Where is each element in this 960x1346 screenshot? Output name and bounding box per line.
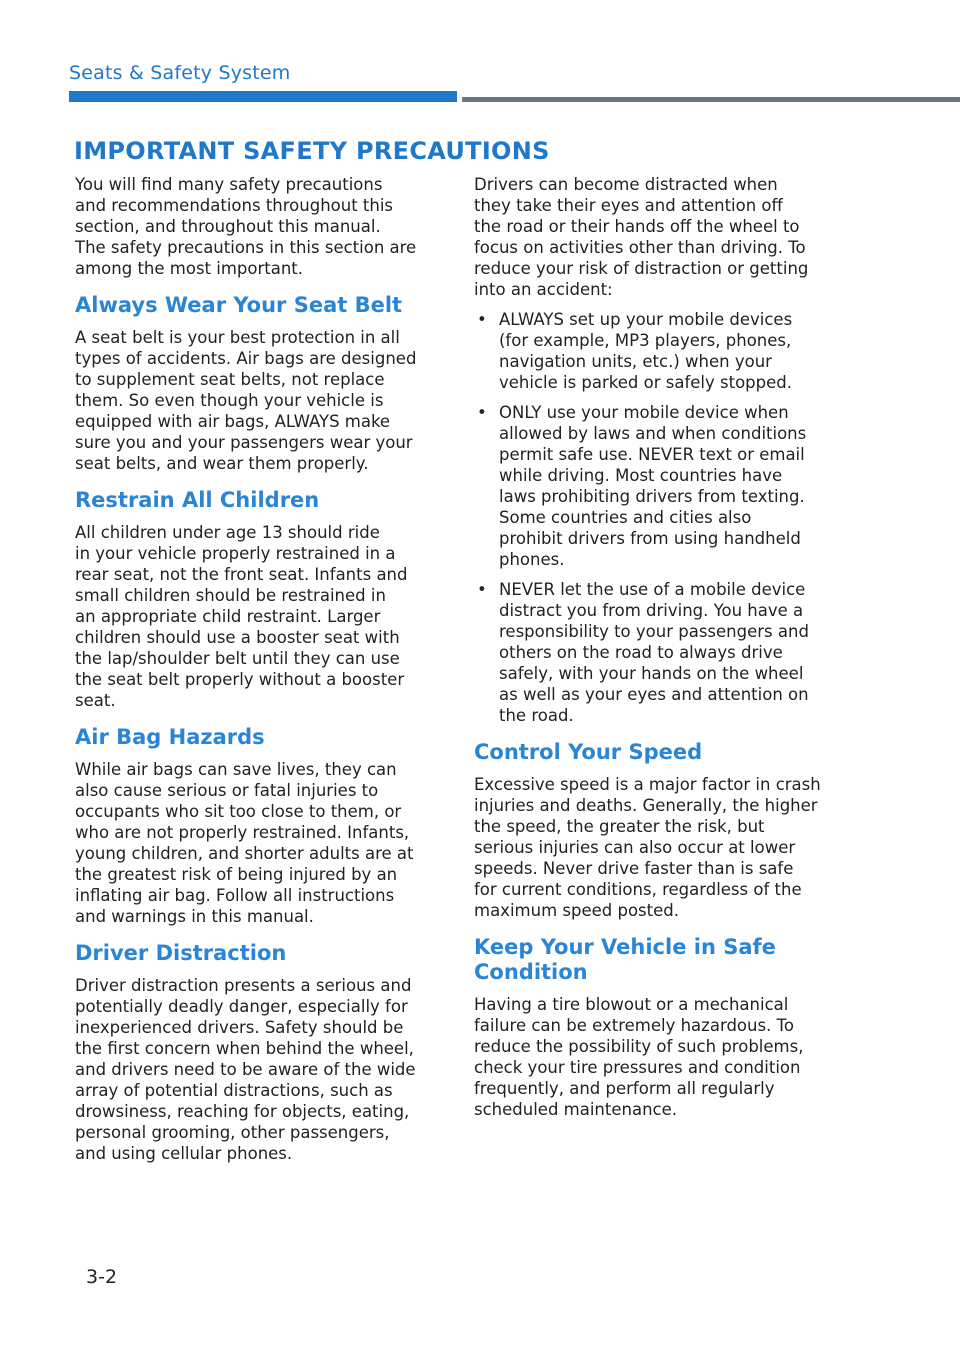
air-bag-paragraph: While air bags can save lives, they can also cause serious or fatal injuries to occupants who sit too close to them, or who are not properly restrained. Infants, young children, and shorter adults are at the greatest risk of being injured by an inflating air bag. Follow all instructions and warnings in this manual.	[75, 760, 414, 926]
intro-paragraph: You will find many safety precautions and recommendations throughout this section, and throughout this manual. The safety precautions in this section are among the most important.	[75, 175, 417, 278]
bullet-icon: •	[477, 580, 487, 599]
speed-heading: Control Your Speed	[474, 740, 703, 764]
left-column	[75, 174, 440, 1164]
header-bar-gray	[462, 97, 960, 102]
condition-heading: Keep Your Vehicle in Safe Condition	[474, 935, 776, 984]
children-heading: Restrain All Children	[75, 488, 320, 512]
seat-belt-heading: Always Wear Your Seat Belt	[75, 293, 403, 317]
air-bag-heading: Air Bag Hazards	[75, 725, 265, 749]
section-title: Seats & Safety System	[69, 62, 291, 84]
condition-paragraph: Having a tire blowout or a mechanical failure can be extremely hazardous. To reduce the possibility of such problems, check your tire pressures and condition frequently, and perform all regularly scheduled maintenance.	[474, 995, 804, 1119]
right-column	[474, 174, 839, 1120]
bullet-icon: •	[477, 310, 487, 329]
distraction-paragraph: Driver distraction presents a serious and potentially deadly danger, especially for inexperienced drivers. Safety should be the first concern when behind the wheel, and drivers need to be aware of the wide array of potential distractions, such as drowsiness, reaching for objects, eating, personal grooming, other passengers, and using cellular phones.	[75, 976, 416, 1163]
list-item: • NEVER let the use of a mobile device distract you from driving. You have a responsibility to your passengers and others on the road to always drive safely, with your hands on the wheel as well as your eyes and attention on the road.	[477, 580, 809, 725]
bullet-icon: •	[477, 403, 487, 422]
list-item: • ALWAYS set up your mobile devices (for example, MP3 players, phones, navigation units, etc.) when your vehicle is parked or safely stopped.	[477, 310, 793, 392]
seat-belt-paragraph: A seat belt is your best protection in all types of accidents. Air bags are designed to supplement seat belts, not replace them. So even though your vehicle is equipped with air bags, ALWAYS make sure you and your passengers wear your seat belts, and wear them properly.	[75, 328, 417, 473]
list-item: • ONLY use your mobile device when allowed by laws and when conditions permit safe use. NEVER text or email while driving. Most countries have laws prohibiting drivers from texting. Some countries and cities also prohibit drivers from using handheld phones.	[477, 403, 807, 569]
main-heading: IMPORTANT SAFETY PRECAUTIONS	[74, 137, 550, 165]
header-bar-blue	[69, 91, 457, 102]
children-paragraph: All children under age 13 should ride in your vehicle properly restrained in a rear seat, not the front seat. Infants and small children should be restrained in an appropriate child restraint. Larger children should use a booster seat with the lap/shoulder belt until they can use the seat belt properly without a booster seat.	[75, 523, 408, 710]
distraction-continued-paragraph: Drivers can become distracted when they take their eyes and attention off the road or their hands off the wheel to focus on activities other than driving. To reduce your risk of distraction or getting into an accident:	[474, 175, 809, 299]
distraction-heading: Driver Distraction	[75, 941, 287, 965]
page-number: 3-2	[86, 1266, 118, 1288]
speed-paragraph: Excessive speed is a major factor in crash injuries and deaths. Generally, the higher the speed, the greater the risk, but serious injuries can also occur at lower speeds. Never drive faster than is safe for current conditions, regardless of the maximum speed posted.	[474, 775, 821, 920]
distraction-bullet-list	[474, 309, 839, 726]
